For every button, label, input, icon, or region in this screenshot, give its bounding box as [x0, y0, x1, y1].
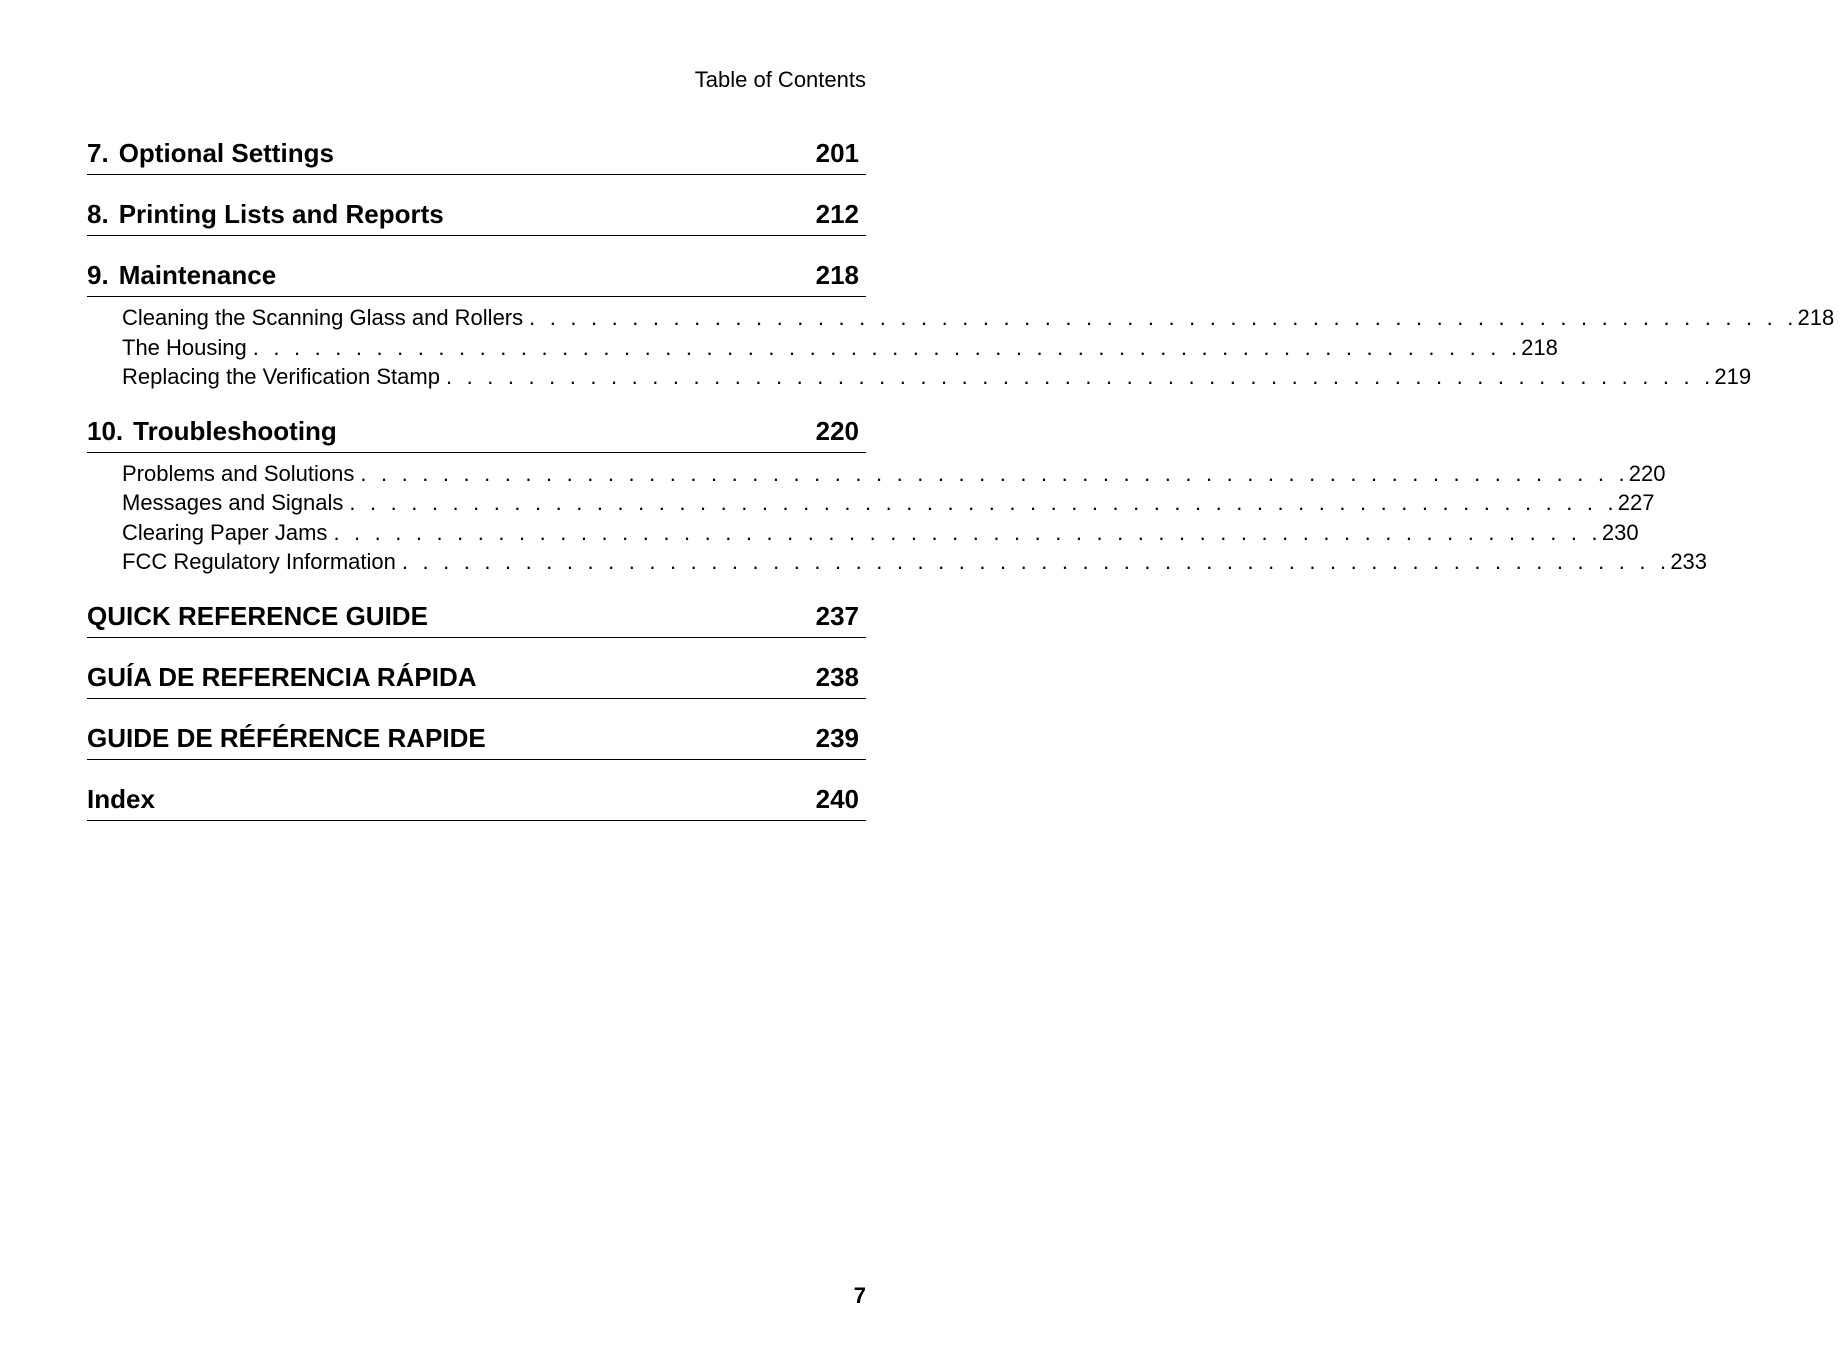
toc-entry[interactable]	[122, 547, 1708, 577]
section-heading[interactable]	[87, 660, 866, 699]
section-page: 220	[815, 415, 859, 446]
dot-leader: . . . . . . . . . . . . . . . . . . . . . . . . . . . . . . . . . . . . . . . . . . . . . . . . . . . . . . . . . . . . . .	[529, 305, 1798, 330]
toc-entry[interactable]	[122, 362, 1752, 392]
entry-title: Clearing Paper Jams	[122, 519, 328, 545]
section-heading[interactable]	[87, 721, 866, 760]
toc-section-printing-lists	[87, 197, 866, 236]
entry-page: 227	[1617, 490, 1655, 515]
entry-title: Problems and Solutions	[122, 460, 355, 486]
entry-title: Replacing the Verification Stamp	[122, 364, 440, 389]
section-title: Index	[87, 783, 155, 814]
section-heading[interactable]	[87, 197, 866, 236]
section-title: GUÍA DE REFERENCIA RÁPIDA	[87, 661, 477, 692]
toc-section-maintenance	[87, 258, 1835, 392]
section-page: 212	[815, 199, 859, 229]
toc-section-optional-settings	[87, 136, 866, 175]
entry-page: 233	[1670, 549, 1708, 574]
section-title: GUIDE DE RÉFÉRENCE RAPIDE	[87, 722, 486, 753]
toc-entry[interactable]	[122, 459, 1666, 489]
toc-section-troubleshooting	[87, 414, 1708, 577]
section-title: Optional Settings	[118, 138, 334, 168]
toc-section-quick-reference-guide	[87, 599, 866, 638]
entry-page: 219	[1714, 364, 1752, 389]
section-heading[interactable]	[87, 258, 866, 297]
section-entries	[87, 297, 1835, 392]
dot-leader: . . . . . . . . . . . . . . . . . . . . . . . . . . . . . . . . . . . . . . . . . . . . . . . . . . . . . . . . . . . . . .	[252, 334, 1522, 360]
section-number: 10.	[87, 415, 124, 446]
section-page: 237	[815, 600, 859, 631]
page-number: 7	[853, 1283, 866, 1308]
section-title: Printing Lists and Reports	[118, 199, 444, 229]
entry-title: FCC Regulatory Information	[122, 549, 396, 574]
dot-leader: . . . . . . . . . . . . . . . . . . . . . . . . . . . . . . . . . . . . . . . . . . . . . . . . . . . . . . . . . . . . . .	[360, 460, 1629, 486]
toc-entry[interactable]	[122, 518, 1639, 548]
entry-title: Messages and Signals	[122, 490, 344, 515]
section-page: 239	[815, 722, 859, 753]
dot-leader: . . . . . . . . . . . . . . . . . . . . . . . . . . . . . . . . . . . . . . . . . . . . . . . . . . . . . . . . . . . . . .	[349, 490, 1618, 515]
entry-title: Cleaning the Scanning Glass and Rollers	[122, 305, 524, 330]
toc-section-guide-de-reference	[87, 721, 866, 760]
toc-section-guia-de-referencia	[87, 660, 866, 699]
section-heading[interactable]	[87, 136, 866, 175]
entry-page: 218	[1521, 334, 1558, 360]
section-number: 7.	[87, 138, 109, 168]
entry-title: The Housing	[122, 334, 247, 360]
section-page: 238	[815, 661, 859, 692]
toc-entry[interactable]	[122, 303, 1835, 333]
section-title: Maintenance	[118, 260, 277, 290]
section-entries	[87, 453, 1708, 577]
section-number: 9.	[87, 260, 109, 290]
section-page: 240	[815, 783, 859, 814]
running-head: Table of Contents	[694, 67, 866, 92]
section-page: 201	[815, 138, 859, 168]
section-heading[interactable]	[87, 599, 866, 638]
section-title: QUICK REFERENCE GUIDE	[87, 600, 428, 631]
toc-entry[interactable]	[122, 333, 1558, 363]
section-heading[interactable]	[87, 414, 866, 453]
dot-leader: . . . . . . . . . . . . . . . . . . . . . . . . . . . . . . . . . . . . . . . . . . . . . . . . . . . . . . . . . . . . . .	[445, 364, 1715, 389]
toc-section-index	[87, 782, 866, 821]
toc-entry[interactable]	[122, 488, 1655, 518]
dot-leader: . . . . . . . . . . . . . . . . . . . . . . . . . . . . . . . . . . . . . . . . . . . . . . . . . . . . . . . . . . . . . .	[333, 519, 1602, 545]
dot-leader: . . . . . . . . . . . . . . . . . . . . . . . . . . . . . . . . . . . . . . . . . . . . . . . . . . . . . . . . . . . . . .	[401, 549, 1671, 574]
entry-page: 220	[1628, 460, 1666, 486]
section-page: 218	[815, 260, 859, 290]
table-of-contents	[87, 136, 1835, 843]
section-title: Troubleshooting	[133, 415, 337, 446]
section-heading[interactable]	[87, 782, 866, 821]
section-number: 8.	[87, 199, 109, 229]
entry-page: 218	[1797, 305, 1835, 330]
entry-page: 230	[1601, 519, 1639, 545]
